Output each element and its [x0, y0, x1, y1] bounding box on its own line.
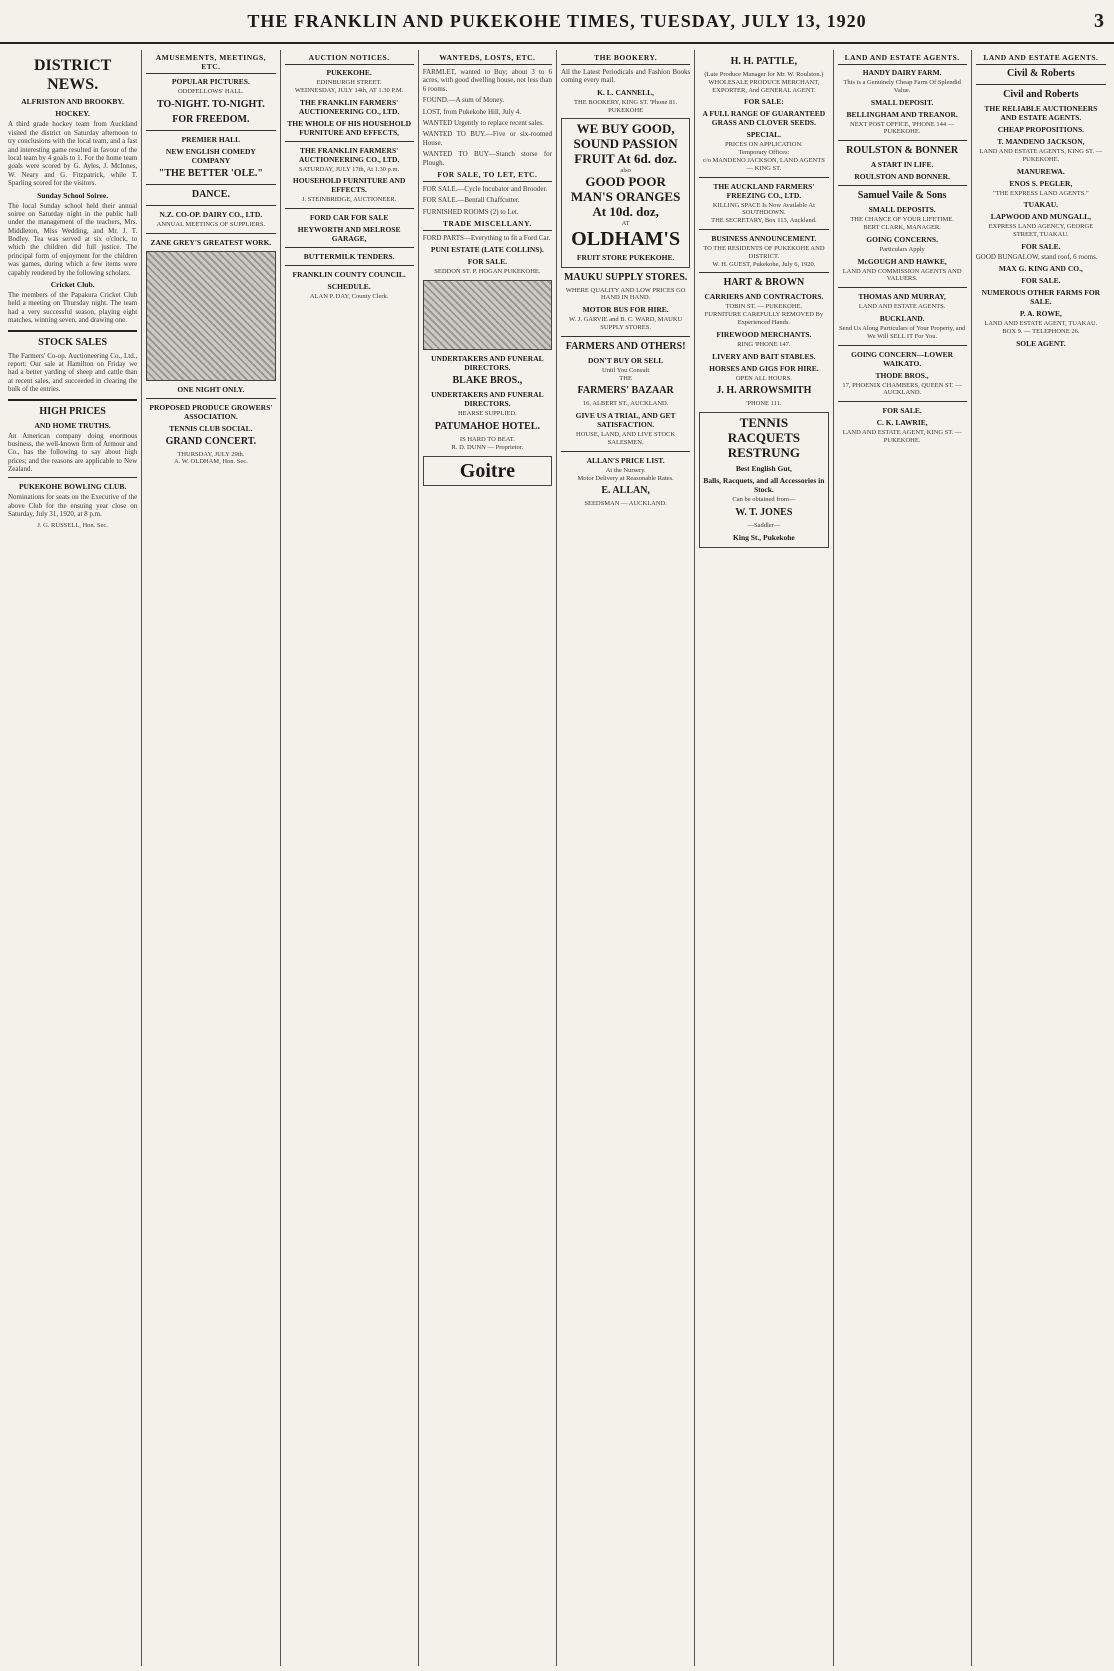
council-heading: FRANKLIN COUNTY COUNCIL. [292, 270, 406, 280]
auction-location: PUKEKOHE. [326, 68, 372, 77]
freezing-secretary: THE SECRETARY, Box 113, Auckland. [711, 217, 817, 225]
soiree-heading: Sunday School Soiree. [37, 190, 109, 200]
column-1 [4, 50, 142, 1666]
blake-bros: BLAKE BROS., [452, 375, 523, 387]
divider [838, 140, 967, 141]
concert-signature: A. W. OLDHAM, Hon. Sec. [173, 458, 248, 466]
motor-delivery: Motor Delivery at Reasonable Rates. [577, 474, 674, 482]
tennis-social: TENNIS CLUB SOCIAL. [169, 423, 253, 433]
for-sale-2: FOR SALE. [467, 257, 507, 267]
goitre-title: Goitre [459, 459, 515, 482]
bookery-text: All the Latest Periodicals and Fashion Books coming every mail. [561, 68, 691, 85]
patumahoe-hotel: PATUMAHOE HOTEL. [434, 421, 540, 433]
rooms-ad: FURNISHED ROOMS (2) to Let. [422, 207, 519, 216]
lapwood-mungall: LAPWOOD AND MUNGALL, [990, 212, 1091, 222]
divider [285, 208, 414, 209]
auction-firm: THE FRANKLIN FARMERS' AUCTIONEERING CO., LTD. [298, 97, 400, 116]
obtained-from: Can be obtained from— [732, 495, 796, 503]
bowling-signature: J. G. RUSSELL, Hon. Sec. [37, 521, 108, 529]
divider [838, 401, 967, 402]
send-particulars: Send Us Along Particulars of Your Property, and We Will SELL IT For You. [839, 324, 966, 340]
civil-roberts: Civil & Roberts [1006, 68, 1075, 79]
found-ad: FOUND.—A sum of Money. [422, 96, 505, 105]
column-6 [695, 50, 833, 1666]
page-number: 3 [1094, 10, 1104, 32]
civil-roberts-2: Civil and Roberts [1003, 89, 1079, 100]
auctioneer-name: J. STEINBRIDGE, AUCTIONEER. [301, 196, 397, 204]
particulars: Particulars Apply [879, 245, 925, 253]
the-text: THE [619, 374, 632, 382]
ford-parts-ad: FORD PARTS—Everything to fit a Ford Car. [422, 234, 551, 243]
divider [699, 229, 828, 230]
divider [699, 272, 828, 273]
horses-hire: HORSES AND GIGS FOR HIRE. [709, 363, 819, 373]
divider [285, 141, 414, 142]
phoenix-chambers: 17, PHOENIX CHAMBERS, QUEEN ST. — AUCKLAND. [842, 381, 962, 397]
chance-lifetime: THE CHANCE OF YOUR LIFETIME. [850, 216, 954, 224]
masthead [0, 0, 1114, 44]
jones-name: W. T. JONES [735, 506, 793, 518]
balls-racquets: Balls, Racquets, and all Accessories in Stock. [703, 475, 825, 494]
divider [561, 451, 690, 452]
oldham-ad [561, 118, 690, 267]
cheap-propositions: CHEAP PROPOSITIONS. [997, 125, 1084, 134]
high-prices-text: An American company doing enormous business, the well-known firm of Armour and Co., has the following to say about high prices; and the reasons are applicable to New Zealand. [8, 431, 138, 474]
dance-heading: DANCE. [191, 188, 230, 200]
motor-bus: MOTOR BUS FOR HIRE. [582, 305, 669, 315]
divider [699, 177, 828, 178]
allan-name: E. ALLAN, [601, 485, 650, 497]
box-telephone: BOX 9. — TELEPHONE 26. [1002, 328, 1080, 336]
mauku-heading: MAUKU SUPPLY STORES. [563, 271, 688, 283]
wanted-house: WANTED TO BUY.—Five or six-roomed House. [422, 130, 552, 147]
comedy-company: NEW ENGLISH COMEDY COMPANY [165, 146, 256, 165]
small-deposits: SMALL DEPOSITS. [868, 205, 936, 215]
hockey-heading: HOCKEY. [55, 109, 90, 119]
divider [8, 399, 137, 401]
goitre-ad [423, 456, 552, 486]
pictures-heading: POPULAR PICTURES. [171, 77, 250, 86]
column-2 [142, 50, 280, 1666]
divider [838, 345, 967, 346]
mandeno-jackson: T. MANDENO JACKSON, [997, 137, 1085, 146]
arrowsmith-phone: 'PHONE 111. [746, 400, 782, 408]
better-ole: "THE BETTER 'OLE." [158, 167, 263, 179]
livery-stables: LIVERY AND BAIT STABLES. [712, 351, 816, 361]
for-sale: FOR SALE. [882, 406, 922, 416]
bungalow-ad: GOOD BUNGALOW, stand roof, 6 rooms. [975, 252, 1098, 261]
home-truths-heading: AND HOME TRUTHS. [34, 420, 111, 430]
also-text: also [620, 167, 631, 175]
freezing-co: THE AUCKLAND FARMERS' FREEZING CO., LTD. [713, 181, 815, 200]
king-st: King St., Pukekohe [733, 532, 795, 542]
divider [838, 185, 967, 186]
english-gut: Best English Gut, [735, 463, 792, 473]
saturday-date: SATURDAY, JULY 17th, At 1.30 p.m. [299, 165, 400, 173]
bazaar-address: 16, ALBERT ST., AUCKLAND. [582, 400, 669, 408]
blake-undertakers: UNDERTAKERS AND FUNERAL DIRECTORS. [431, 390, 544, 409]
divider [838, 287, 967, 288]
lawrie-address: LAND AND ESTATE AGENT, KING ST. — PUKEKOHE. [842, 429, 962, 444]
cricket-text: The members of the Papakura Cricket Club held a meeting on Thursday night. The team had a very successful season, playing eight matches, winning seven, and drawing one. [8, 291, 138, 325]
mauku-slogan: WHERE QUALITY AND LOW PRICES GO HAND IN HAND. [565, 286, 686, 302]
bookery-address: THE BOOKERY, KING ST. 'Phone 81. PUKEKOHE [574, 98, 678, 114]
divider [285, 247, 414, 248]
enos-pegler: ENOS S. PEGLER, [1009, 178, 1073, 188]
farmlet-ad: FARMLET, wanted to Buy; about 3 to 6 acres, with good dwelling house, not less than 6 rooms. [422, 68, 552, 93]
column-3 [281, 50, 419, 1666]
jackson-address: c/o MANDENO JACKSON, LAND AGENTS — KING ST. [702, 156, 825, 172]
open-hours: OPEN ALL HOURS. [735, 374, 792, 382]
divider [146, 205, 275, 206]
cannell-name: K. L. CANNELL, [597, 87, 655, 97]
numerous-farms: NUMEROUS OTHER FARMS FOR SALE. [981, 288, 1101, 307]
column-8 [972, 50, 1110, 1666]
estate-agents: LAND AND ESTATE AGENTS. [858, 303, 946, 311]
tennis-ad [699, 412, 828, 547]
fruit-store: FRUIT STORE PUKEKOHE. [576, 252, 675, 262]
residents: TO THE RESIDENTS OF PUKEKOHE AND DISTRICT. [703, 244, 825, 260]
column-7 [834, 50, 972, 1666]
max-king: MAX G. KING AND CO., [998, 264, 1083, 274]
hart-brown: HART & BROWN [723, 277, 805, 289]
roulston-bonner: ROULSTON & BONNER [846, 145, 959, 157]
land-agents-heading: LAND AND ESTATE AGENTS. [838, 53, 967, 65]
dairy-heading: N.Z. CO-OP. DAIRY CO., LTD. [159, 209, 263, 219]
jackson-agents: LAND AND ESTATE AGENTS, KING ST. — PUKEKOHE. [979, 148, 1103, 163]
salesmen: HOUSE, LAND, AND LIVE STOCK SALESMEN. [576, 431, 676, 446]
for-sale-heading: FOR SALE, TO LET, ETC. [423, 170, 552, 182]
pattle-description: (Late Produce Manager for Mr. W. Roulston.) WHOLESALE PRODUCE MERCHANT, EXPORTER, And GENERAL AGENT. [704, 71, 824, 94]
oddfellows-hall: ODDFELLOWS' HALL. [177, 88, 244, 95]
furniture-removed: FURNITURE CAREFULLY REMOVED By Experienced Hands. [704, 311, 824, 326]
express-agency: EXPRESS LAND AGENCY, GEORGE STREET, TUAKAU. [988, 223, 1094, 239]
wanted-urgently: WANTED Urgently to replace recent sales. [422, 118, 544, 127]
chaff-ad: FOR SALE.—Bentall Chaffcutter. [422, 196, 520, 205]
start-life: A START IN LIFE. [870, 160, 934, 170]
vaile-sons: Samuel Vaile & Sons [857, 190, 947, 202]
pattle-name: H. H. PATTLE, [730, 56, 798, 67]
thode-bros: THODE BROS., [875, 370, 929, 380]
premier-hall: PREMIER HALL [181, 134, 241, 144]
dairy-farm: HANDY DAIRY FARM. [862, 68, 942, 77]
ford-heading: FORD CAR FOR SALE [309, 213, 389, 223]
cycle-ad: FOR SALE.—Cycle Incubator and Brooder. [422, 184, 548, 193]
killing-space: KILLING SPACE Is Now Available At SOUTHDOWN. [712, 201, 815, 217]
express-agents: "THE EXPRESS LAND AGENTS." [993, 189, 1089, 197]
buttermilk-heading: BUTTERMILK TENDERS. [303, 252, 395, 262]
newspaper-title: THE FRANKLIN AND PUKEKOHE TIMES, TUESDAY, JULY 13, 1920 [247, 10, 867, 31]
manurewa: MANUREWA. [1017, 166, 1065, 176]
bellingham: BELLINGHAM AND TREANOR. [846, 109, 958, 119]
hotel-proprietor: R. D. DUNN — Proprietor. [451, 443, 524, 451]
growers-heading: PROPOSED PRODUCE GROWERS' ASSOCIATION. [149, 402, 273, 421]
amusements-heading: AMUSEMENTS, MEETINGS, ETC. [146, 53, 275, 74]
divider [976, 84, 1106, 85]
hotel-slogan: IS HARD TO BEAT. [459, 436, 515, 444]
next-post-office: NEXT POST OFFICE, 'PHONE 144 — PUKEKOHE. [850, 120, 955, 136]
until-consult: Until You Consult [602, 366, 650, 374]
buckland: BUCKLAND. [879, 313, 925, 323]
divider [146, 184, 275, 185]
tennis-racquets: TENNIS RACQUETS RESTRUNG [727, 415, 800, 461]
cricket-heading: Cricket Club. [50, 280, 95, 290]
auction-heading: AUCTION NOTICES. [285, 53, 414, 65]
nursery: At the Nursery. [605, 466, 646, 474]
bowling-heading: PUKEKOHE BOWLING CLUB. [18, 482, 127, 492]
high-prices-heading: HIGH PRICES [39, 405, 106, 417]
hockey-text: A third grade hockey team from Auckland visited the district on Saturday afternoon to try conclusions with the local team, and a fast and interesting game resulted in favour of the local team by 4 goals to 1. For the home team goals were scored by G. Ayles, J. McInnes, W. Neary and G. Fitzpatrick, while T. Sparling scored for the visitors. [8, 120, 138, 188]
bowling-text: Nominations for seats on the Executive of the above Club for the ensuing year close on Saturday, July 31, 1920, at 8 p.m. [8, 493, 138, 519]
schedule-heading: SCHEDULE. [327, 282, 371, 292]
bookery-heading: THE BOOKERY. [561, 53, 690, 65]
divider [8, 330, 137, 332]
divider [146, 398, 275, 399]
for-freedom: FOR FREEDOM. [172, 113, 250, 125]
farmers-others: FARMERS AND OTHERS! [565, 340, 686, 352]
dont-buy: DON'T BUY OR SELL [588, 355, 664, 365]
tobin-st: TOBIN ST. — PUKEKOHE. [725, 303, 803, 311]
allan-price-list: ALLAN'S PRICE LIST. [586, 455, 665, 465]
tonight-text: TO-NIGHT. TO-NIGHT. [157, 98, 265, 110]
lost-ad: LOST, from Pukekohe Hill, July 4. [422, 107, 522, 116]
wanted-horse: WANTED TO BUY—Stanch storse for Plough. [422, 150, 552, 167]
council-signature: ALAN P. DAY, County Clerk. [309, 293, 389, 301]
stock-sales-heading: STOCK SALES [38, 336, 108, 348]
mcgough-hawke: McGOUGH AND HAWKE, [857, 256, 947, 266]
zane-grey-heading: ZANE GREY'S GREATEST WORK. [150, 237, 272, 247]
saddler: —Saddler— [747, 521, 781, 529]
small-deposit: SMALL DEPOSIT. [870, 97, 934, 107]
for-sale: FOR SALE: [743, 97, 784, 107]
trade-misc-heading: TRADE MISCELLANY. [423, 219, 552, 231]
household-heading: HOUSEHOLD FURNITURE AND EFFECTS. [292, 176, 406, 195]
undertakers-heading: UNDERTAKERS AND FUNERAL DIRECTORS. [431, 354, 544, 373]
wanteds-heading: WANTEDS, LOSTS, ETC. [423, 53, 552, 65]
concert-date: THURSDAY, JULY 29th. [177, 450, 245, 458]
commission-agents: LAND AND COMMISSION AGENTS AND VALUERS. [842, 267, 962, 283]
divider [8, 477, 137, 478]
divider [146, 233, 275, 234]
ring-phone: RING 'PHONE 147. [737, 340, 791, 348]
sole-agent: SOLE AGENT. [1016, 338, 1066, 348]
business-announcement: BUSINESS ANNOUNCEMENT. [711, 233, 817, 243]
alfriston-heading: ALFRISTON AND BROOKBY. [21, 97, 124, 107]
one-night-only: ONE NIGHT ONLY. [177, 384, 245, 394]
column-5 [557, 50, 695, 1666]
carriers: CARRIERS AND CONTRACTORS. [704, 292, 824, 302]
auction-firm-2: THE FRANKLIN FARMERS' AUCTIONEERING CO., LTD. [298, 145, 400, 164]
genuine-cheap: This is a Genuinely Cheap Farm Of Splendid Value. [843, 79, 961, 94]
rowe-agent: LAND AND ESTATE AGENT, TUAKAU. [984, 320, 1098, 328]
divider [285, 265, 414, 266]
puni-estate: PUNI ESTATE (LATE COLLINS). [430, 245, 544, 255]
lower-waikato: GOING CONCERN—LOWER WAIKATO. [851, 349, 954, 368]
going-concerns: GOING CONCERNS. [866, 234, 938, 244]
soiree-text: The local Sunday school held their annual soiree on Saturday night in the public hall under the management of the teachers, Mrs. Middleton, Miss Wedding, and Mr. J. T. Bodley. Tea was served at six o'clock, to which the children did full justice. The principal form of enjoyment for the children was games, during which a few items were capably rendered by the following scholars. [8, 201, 138, 277]
oldhams: OLDHAM'S [571, 227, 681, 250]
firewood: FIREWOOD MERCHANTS. [716, 329, 812, 339]
stock-sales-text: The Farmers' Co-op. Auctioneering Co., Ltd., report: Our sale at Hamilton on Friday we had a better yarding of sheep and cattle than at recent sales, and succeeded in clearing the bulk of the entries. [8, 351, 138, 394]
auction-date: WEDNESDAY, JULY 14th, AT 1.30 P.M. [294, 86, 404, 94]
guest-signature: W. H. GUEST, Pukekohe, July 6, 1920. [712, 260, 816, 268]
annual-meetings: ANNUAL MEETINGS OF SUPPLIERS. [156, 220, 266, 228]
divider [146, 130, 275, 131]
arrowsmith: J. H. ARROWSMITH [716, 385, 812, 397]
at-text: AT [621, 219, 630, 227]
grass-seeds: A FULL RANGE OF GUARANTEED GRASS AND CLOVER SEEDS. [702, 109, 826, 128]
temp-offices: Temporary Offices: [738, 149, 790, 157]
thomas-murray: THOMAS AND MURRAY, [858, 292, 946, 302]
auction-street: EDINBURGH STREET. [316, 79, 382, 86]
column-4 [419, 50, 557, 1666]
hearse-supplied: HEARSE SUPPLIED. [457, 410, 517, 418]
mauku-owners: W. J. GARVIE and B. C. WARD, MAUKU SUPPLY STORES. [569, 316, 683, 331]
seedsman: SEEDSMAN — AUCKLAND. [584, 500, 667, 508]
roulston-bonner-2: ROULSTON AND BONNER. [854, 172, 950, 182]
grand-concert: GRAND CONCERT. [165, 435, 257, 447]
special: SPECIAL. [746, 130, 782, 140]
film-illustration [146, 251, 275, 381]
hearse-illustration [423, 280, 552, 350]
tuakau: TUAKAU. [1023, 200, 1059, 210]
hogan-ad: SEDDON ST. P. HOGAN PUKEKOHE. [434, 268, 541, 276]
passion-fruit: WE BUY GOOD, SOUND PASSION FRUIT At 6d. doz. [573, 121, 678, 167]
columns [4, 50, 1110, 1666]
reliable-auctioneers: THE RELIABLE AUCTIONEERS AND ESTATE AGENTS. [984, 104, 1098, 122]
for-sale-2: FOR SALE. [1021, 276, 1061, 286]
bert-clark: BERT CLARK, MANAGER. [863, 223, 941, 231]
land-agents-heading-2: LAND AND ESTATE AGENTS. [976, 53, 1106, 65]
rowe: P. A. ROWE, [1019, 309, 1062, 319]
furniture-heading: THE WHOLE OF HIS HOUSEHOLD FURNITURE AND EFFECTS, [287, 118, 412, 137]
lawrie: C. K. LAWRIE, [876, 418, 928, 428]
district-news-heading: DISTRICT NEWS. [33, 57, 112, 94]
garage-name: HEYWORTH AND MELROSE GARAGE, [297, 225, 401, 244]
divider [561, 336, 690, 337]
farmers-bazaar: FARMERS' BAZAAR [577, 385, 674, 397]
prices-application: PRICES ON APPLICATION. [724, 141, 803, 149]
oranges: GOOD POOR MAN'S ORANGES At 10d. doz, [570, 173, 681, 219]
give-trial: GIVE US A TRIAL, AND GET SATISFACTION. [575, 411, 676, 430]
for-sale: FOR SALE. [1021, 241, 1061, 251]
